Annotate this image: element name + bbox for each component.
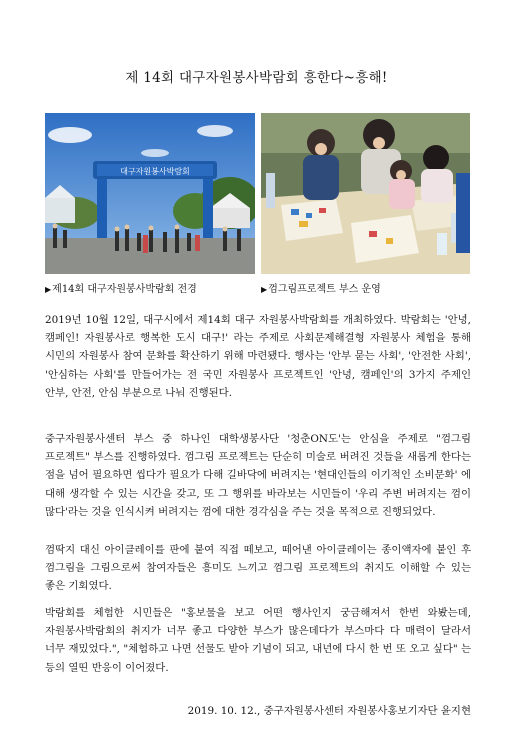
left-caption-text: 제14회 대구자원봉사박람회 전경: [52, 284, 197, 295]
paragraph-activity: 껌딱지 대신 아이클레이를 판에 붙여 직접 떼보고, 떼어낸 아이클레이는 종이액자에 붙인 후 껌그림을 그림으로써 참여자들은 흥미도 느끼고 껌그림 프로젝트의 취지도 이해할 수 있는 좋은 기회였다.: [45, 544, 471, 593]
booth-activity-image: [261, 113, 470, 274]
byline: 2019. 10. 12., 중구자원봉사센터 자원봉사홍보기자단 윤지현: [187, 705, 471, 717]
article-title: 제 14회 대구자원봉사박람회 흥한다~흥해!: [125, 70, 388, 86]
expo-venue-image: [45, 113, 255, 274]
paragraph-booth-project: 중구자원봉사센터 부스 중 하나인 대학생봉사단 '청춘ON도'는 안심을 주제로 "껌그림 프로젝트" 부스를 진행하였다. 껌그림 프로젝트는 단순히 미술로 버려진 것들을 새롭게 한다는 점을 넘어 필요하면 씹다가 필요가 다해 길바닥에 버려지는 '현대인들의 이기적인 소비문화' 에 대해 생각할 수 있는 시간을 갖고, 또 그 행위를 바라보는 시민들이 '우리 주변 버려지는 껌이 많다'라는 것을 인식시켜 버려지는 껌에 대한 경각심을 주는 것을 목적으로 진행되었다.: [45, 433, 471, 518]
expo-venue-photo: [45, 113, 255, 274]
paragraph-citizen-reactions: 박람회를 체험한 시민들은 "홍보물을 보고 어떤 행사인지 궁금해져서 한번 와봤는데, 자원봉사박람회의 취지가 너무 좋고 다양한 부스가 많은데다가 부스마다 다 매력이 달라서 너무 재밌었다.", "체험하고 나면 선물도 받아 기념이 되고, 내년에 다시 한 번 또 오고 싶다" 는 등의 열띤 반응이 이어졌다.: [45, 607, 471, 674]
arch-sign-text: 대구자원봉사박람회: [120, 167, 190, 176]
right-caption-text: 껌그림프로젝트 부스 운영: [268, 284, 381, 295]
paragraph-expo-overview: 2019년 10월 12일, 대구시에서 제14회 대구 자원봉사박람회를 개최하였다. 박람회는 '안녕, 캠페인! 자원봉사로 행복한 도시 대구!' 라는 주제로 사회문제해결형 자원봉사 체험을 통해 시민의 자원봉사 참여 문화를 확산하기 위해 마련됐다. 행사는 '안부 묻는 사회', '안전한 사회', '안심하는 사회'를 만들어가는 전 국민 자원봉사 프로젝트인 '안녕, 캠페인'의 3가지 주제인 안부, 안전, 안심 부분으로 나눠 진행된다.: [45, 314, 471, 399]
caption-marker-right: ▶: [261, 285, 268, 294]
gum-painting-booth-photo: [261, 113, 470, 274]
caption-marker-left: ▶: [45, 285, 52, 294]
left-photo-caption: [45, 280, 197, 295]
right-photo-caption: [261, 280, 381, 295]
